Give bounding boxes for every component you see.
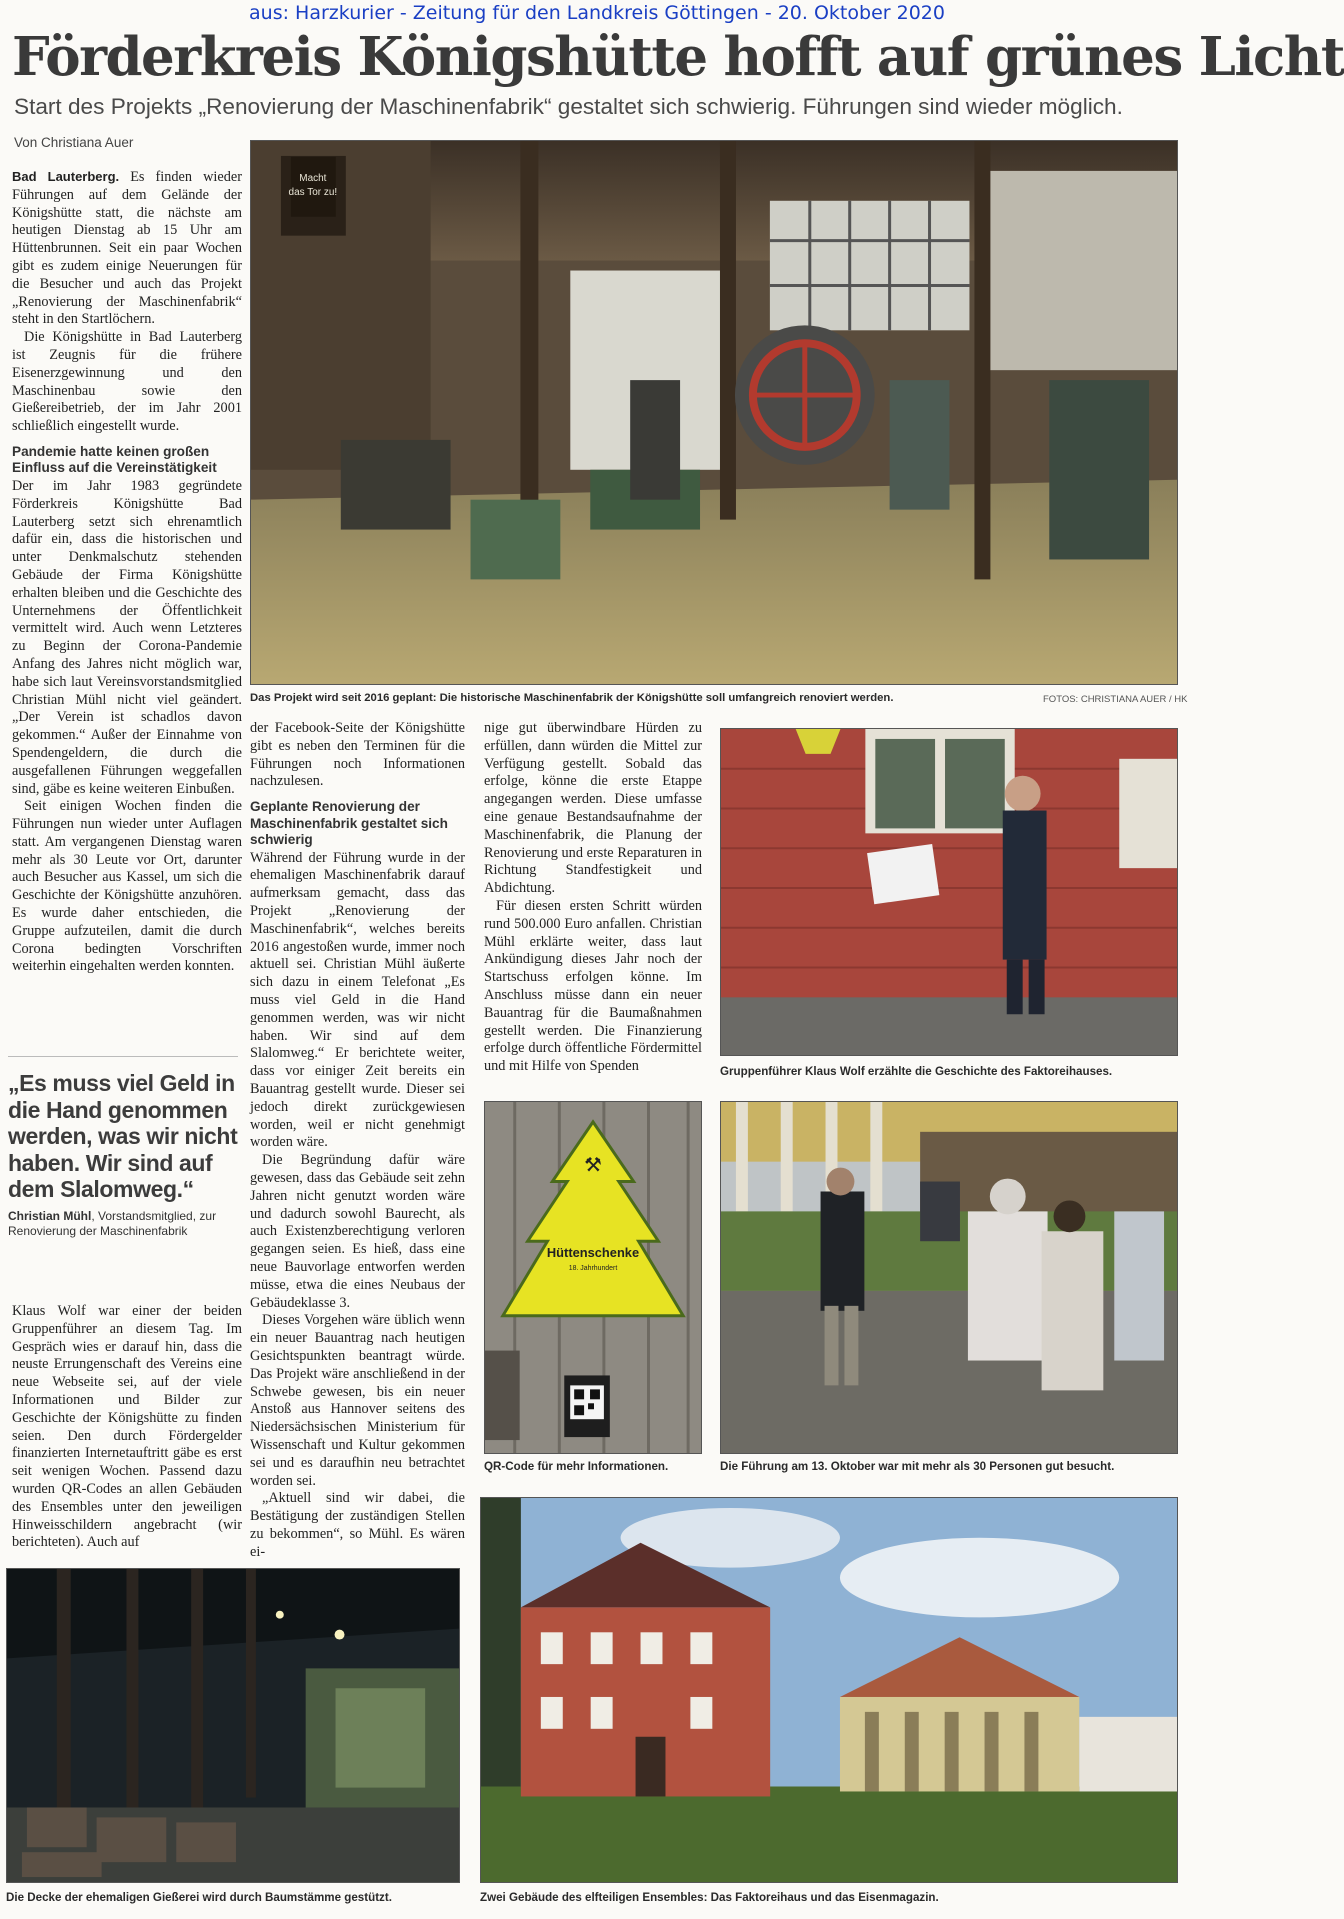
paragraph: „Aktuell sind wir dabei, die Bestätigung der zuständigen Stellen zu bekommen“, so Mühl. Es wären ei- (250, 1490, 465, 1560)
qr-sign-subtitle: 18. Jahrhundert (568, 1265, 618, 1273)
quote-rule-top (8, 1056, 238, 1057)
pull-quote-role: , Vorstandsmitglied, zur Renovierung der Maschinenfabrik (8, 1208, 217, 1238)
machine-factory-image (251, 141, 1177, 684)
qr-code-caption: QR-Code für mehr Informationen. (484, 1460, 669, 1473)
pull-quote-name: Christian Mühl (8, 1208, 92, 1223)
article-column-1 (12, 168, 242, 1048)
paragraph: Der im Jahr 1983 gegründete Förderkreis Königshütte Bad Lauterberg setzt sich ehrenamtlich dafür ein, dass die historischen und unter Denkmalschutz stehenden Gebäude der Firma Königshütte erhalten bleiben und die Geschichte des Unternehmens der Öffentlichkeit vermittelt wird. Auch wenn Letzteres zu Beginn der Corona-Pandemie Anfang des Jahres nicht möglich war, habe sich laut Vereinsvorstandsmitglied Christian Mühl nicht viel geändert. „Der Verein ist schadlos davon gekommen.“ Außer der Einnahme von Spendengeldern, die durch die ausgefallenen Führungen weggefallen sind, gäbe es keine weiteren Einbußen. (12, 477, 242, 797)
paragraph: Für diesen ersten Schritt würden rund 500.000 Euro anfallen. Christian Mühl erklärte weiter, dass laut Ankündigung dieses Jahr noch der Startschuss erfolgen könne. Im Anschluss müsse dann ein neuer Bauantrag für die Baumaßnahmen gestellt werden. Die Finanzierung erfolge durch öffentliche Fördermittel und mit Hilfe von Spenden (484, 897, 702, 1075)
factory-sign-text: Macht (299, 172, 327, 184)
paragraph: Klaus Wolf war einer der beiden Gruppenführer an diesem Tag. Im Gespräch wies er darauf hin, dass die neuste Errungenschaft des Vereins eine neue Webseite sei, auf der viele Informationen und Bilder zur Geschichte der Königshütte zu finden seien. Den durch Fördergelder finanzierten Internetauftritt gäbe es erst seit wenigen Wochen. Passend dazu wurden QR-Codes an allen Gebäuden des Ensembles unter den jeweiligen Hinweisschildern angebracht (wir berichteten). Auch auf (12, 1303, 242, 1551)
subheadline: Start des Projekts „Renovierung der Maschinenfabrik“ gestaltet sich schwierig. Führungen sind wieder möglich. (14, 94, 1123, 119)
paragraph (12, 168, 242, 329)
source-line: aus: Harzkurier - Zeitung für den Landkreis Göttingen - 20. Oktober 2020 (249, 2, 945, 24)
article-column-1-continued (12, 1303, 242, 1568)
paragraph: der Facebook-Seite der Königshütte gibt es neben den Terminen für die Führungen noch Informationen nachzulesen. (250, 720, 465, 790)
photo-tour-group (720, 1101, 1178, 1454)
tour-group-caption: Die Führung am 13. Oktober war mit mehr als 30 Personen gut besucht. (720, 1460, 1115, 1473)
klaus-wolf-caption: Gruppenführer Klaus Wolf erzählte die Geschichte des Faktoreihauses. (720, 1065, 1113, 1078)
pull-quote-source (8, 1209, 240, 1240)
paragraph: Die Königshütte in Bad Lauterberg ist Zeugnis für die frühere Eisenerzgewinnung und den Maschinenbau sowie den Gießereibetrieb, der im Jahr 2001 schließlich eingestellt wurde. (12, 329, 242, 435)
paragraph: Dieses Vorgehen wäre üblich wenn ein neuer Bauantrag nach heutigen Gesichtspunkten beantragt würde. Das Projekt wäre anschließend in der Schwebe gewesen, bis ein neuer Anstoß aus Hannover seitens des Niedersächsischen Ministerium für Wissenschaft und Kultur gekommen sei und es daraufhin neu betrachtet worden sei. (250, 1312, 465, 1489)
svg-text:⚒: ⚒ (584, 1153, 602, 1177)
article-column-2 (250, 720, 465, 1560)
photo-foundry (6, 1568, 460, 1883)
byline: Von Christiana Auer (14, 135, 134, 150)
subheading: Pandemie hatte keinen großen Einfluss auf die Vereinstätigkeit (12, 443, 217, 476)
foundry-image (7, 1569, 459, 1882)
foundry-caption: Die Decke der ehemaligen Gießerei wird durch Baumstämme gestützt. (6, 1891, 392, 1904)
pull-quote (8, 1070, 240, 1240)
main-photo-caption: Das Projekt wird seit 2016 geplant: Die historische Maschinenfabrik der Königshütte soll umfangreich renoviert werden. (250, 692, 894, 704)
headline: Förderkreis Königshütte hofft auf grünes Licht (12, 26, 1344, 88)
photo-klaus-wolf (720, 728, 1178, 1056)
photo-buildings (480, 1497, 1178, 1883)
tour-group-image (721, 1102, 1177, 1453)
photo-qr-sign (484, 1101, 702, 1454)
dateline: Bad Lauterberg. (12, 169, 120, 184)
svg-text:das Tor zu!: das Tor zu! (288, 186, 338, 198)
qr-sign-title: Hüttenschenke (546, 1245, 640, 1261)
buildings-caption: Zwei Gebäude des elfteiligen Ensembles: Das Faktoreihaus und das Eisenmagazin. (480, 1891, 939, 1904)
paragraph: Die Begründung dafür wäre gewesen, dass das Gebäude seit zehn Jahren nicht genutzt worden wäre und dadurch sowohl Baurecht, als auch Existenzberechtigung verloren gegangen seien. Es hieß, dass eine neue Bauvorlage entworfen werden müsse, etwa die eines Neubaus der Gebäudeklasse 3. (250, 1152, 465, 1311)
article-column-3 (484, 720, 702, 1090)
main-photo-machine-factory (250, 140, 1178, 685)
klaus-wolf-image (721, 729, 1177, 1055)
subheading: Geplante Renovierung der Maschinenfabrik gestaltet sich schwierig (250, 799, 448, 848)
paragraph: Während der Führung wurde in der ehemaligen Maschinenfabrik darauf aufmerksam gemacht, dass das Projekt „Renovierung der Maschinenfabrik“, welches bereits 2016 angestoßen wurde, immer noch aktuell sei. Christian Mühl äußerte sich dazu in einem Telefonat „Es muss viel Geld in die Hand genommen werden, was wir nicht haben. Wir sind auf dem Slalomweg.“ Er berichtete weiter, dass vor einiger Zeit bereits ein Bauantrag gestellt wurde. Dieser sei jedoch direkt zurückgewiesen worden, weil er nicht genehmigt worden wäre. (250, 849, 465, 1151)
photo-credit: FOTOS: CHRISTIANA AUER / HK (1043, 694, 1188, 705)
paragraph-text: Es finden wieder Führungen auf dem Gelände der Königshütte statt, die nächste am heutigen Dienstag ab 15 Uhr am Hüttenbrunnen. Seit ein paar Wochen gibt es zudem einige Neuerungen für die Besucher und auch das Projekt „Renovierung der Maschinenfabrik“ steht in den Startlöchern. (12, 169, 242, 328)
paragraph: nige gut überwindbare Hürden zu erfüllen, dann würden die Mittel zur Verfügung gestellt. Sobald das erfolge, könne die erste Etappe angegangen werden. Diese umfasse eine genaue Bestandsaufnahme der Maschinenfabrik, die Planung der Renovierung und erste Reparaturen in Richtung Standfestigkeit und Abdichtung. (484, 720, 702, 897)
qr-sign-image (485, 1102, 701, 1453)
pull-quote-text: „Es muss viel Geld in die Hand genommen werden, was wir nicht haben. Wir sind auf dem Slalomweg.“ (8, 1070, 238, 1202)
buildings-image (481, 1498, 1177, 1882)
paragraph: Seit einigen Wochen finden die Führungen nun wieder unter Auflagen statt. Am vergangenen Dienstag waren mehr als 30 Leute vor Ort, darunter auch Besucher aus Kassel, um sich die Geschichte der Königshütte anzuhören. Es wurde daher entschieden, die Gruppe aufzuteilen, damit die durch Corona bedingten Vorschriften weiterhin eingehalten werden konnten. (12, 798, 242, 975)
